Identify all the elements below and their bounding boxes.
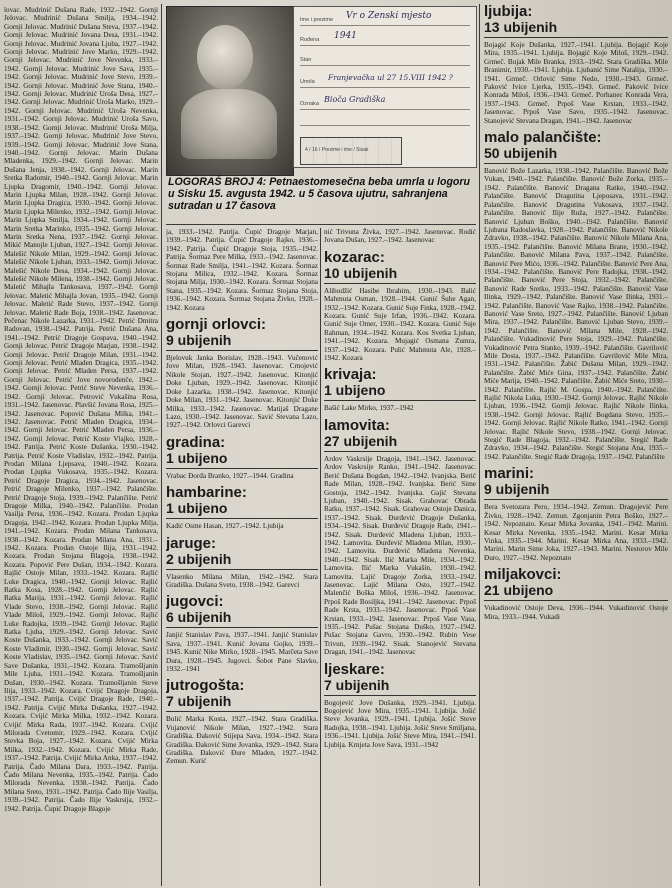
section-heading: jutrogošta: bbox=[166, 677, 245, 695]
mid-left-intro: ja, 1933.–1942. Patrija. Čupić Dragoje Marjan, 1939.–1942. Patrija. Čupić Dragoje Rajko, 1936.–1942. Patrija. Čupić Dragoje Stoja, 1935.–1942. Patrija. Šormaz Pere Milka, 1933.–1942. Jasenovac. Šormaz Rade Smilja, 1941.–1942. Kozara. Šormaz Stojana Milica, 1932.–1942. Kozara. Šormaz Stojana Milja, 1930.–1942. Kozara. Šormaz Stojana Stana, 1935.–1942. Kozara. Šormaz Stojana Stoja, 1936.–1942. Kozara. Šormaz Stojana Živko, 1928.–1942. Kozara bbox=[166, 228, 318, 312]
card-stamp-text: 4 / 16 / Prezime i ime / Sisak bbox=[305, 147, 369, 153]
mid-right-column bbox=[324, 228, 476, 886]
section-heading: kozarac: bbox=[324, 248, 385, 266]
baby-photo bbox=[166, 6, 294, 176]
right-column bbox=[484, 4, 668, 886]
section-text: Vrabac Đorđa Branko, 1927.–1944. Gradina bbox=[166, 471, 294, 480]
section-heading: ljeskare: bbox=[324, 660, 385, 678]
card-line bbox=[300, 109, 470, 110]
village-section bbox=[324, 418, 476, 657]
card-handwriting-name: Vr o Zenski mjesto bbox=[346, 11, 432, 21]
card-line bbox=[300, 45, 470, 46]
mid-left-column bbox=[166, 228, 318, 886]
section-text: Kadić Osme Hasan, 1927.–1942. Ljubija bbox=[166, 522, 284, 531]
section-heading: malo palančište: bbox=[484, 129, 602, 147]
section-heading: marini: bbox=[484, 465, 535, 483]
section-text: Alihodžić Hasibe Ibrahim, 1930.–1943. Balić Mahmuta Osman, 1928.–1944. Gunić Šuhe Agan, 1932.–1942. Kozara. Gunić Suje Finka, 1928.–1942. Kozara. Gunić Suje Irfan, 1936.–1942. Kozara. Gunić Suje Omer, 1930.–1942. Kozara. Gunić Suje Rahman, 1934.–1942. Kozara. Kos Svetka Ljuban, 1941.–1942. Kozara. Mujagić Osmana Zumra, 1937.–1942. Kozara. Pulić Mahmuta Ale, 1928.–1942. Kozara bbox=[324, 286, 476, 363]
village-section bbox=[484, 466, 668, 562]
village-section bbox=[166, 317, 318, 430]
section-text: Ardov Vaskrsije Dragoja, 1941.–1942. Jasenovac. Ardov Vaskrsije Ranko, 1941.–1942. Jasenovac. Berić Dušana Bogdan, 1942.–1942. Ivanjska. Berić Rade Milan, 1928.–1942. Ivanjska. Berić Sime Gostoja, 1942.–1942. Ivanjska. Gajić Stevana Ljuban, 1940.–1942. Sisak. Grahovac Obrada Ratko, 1937.–1942. Sisak. Grahovac Ostoje Danica, 1937.–1942. Sisak. Đurđević Dragoje Dušanka, 1934.–1942. Sisak. Đurđević Dragoje Rade, 1941.–1942. Sisak. Đurđević Mladena Ljuban, 1933.–1942. Lamovita. Đurđević Mladena Milan, 1930.–1942. Lamovita. Đurđević Mladena Nevenka, 1940.–1942. Sisak. Ilić Marka Mile, 1934.–1942. Lamovita. Ilić Marka Vukašin, 1930.–1942. Lamovita. Lajić Dragoje Zorka, 1933.–1942. Jasenovac. Lajić Milana Osto, 1927.–1942. Malenčić Boška Miloš, 1936.–1942. Jasenovac. Prpoš Rade Bosiljka, 1941.–1942. Jasenovac. Prpoš Rade Krsta, 1933.–1942. Jasenovac. Prpoš Vase Krstan, 1933.–1942. Jasenovac. Prpoš Vase Vasa, 1935.–1942. Pušac Stojana Duško, 1927.–1942. Pušac Stojana Gavro, 1930.–1942. Rubin Vese Trivun, 1939.–1942. Sisak. Stanojević Stevana Dragan, 1941.–1942. Jasenovac bbox=[324, 454, 476, 657]
card-label-mark: Oznaka bbox=[300, 101, 319, 107]
card-handwriting-mark: Bioča Gradiška bbox=[324, 95, 386, 104]
mid-left-sections bbox=[166, 317, 318, 766]
section-heading: gradina: bbox=[166, 433, 226, 451]
card-handwriting-location: Franjevačka ul 27 15.VIII 1942 ? bbox=[328, 73, 453, 82]
section-text: Bjelovuk Janka Borislav, 1928.–1943. Vučenović Jove Milan, 1928.–1943. Jasenovac. Crnojević Nikole Stojan, 1927.–1942. Jasenovac. Kitonjić Doke Ljuban, 1929.–1942. Jasenovac. Kitonjić Doke Lazarka, 1938.–1942. Jasenovac. Kitonjić Doke Milan, 1931.–1942. Jasenovac. Kitonjić Doke Milka, 1933.–1942. Jasenovac. Matijaš Dragane Lazo, 1930.–1942. Jasenovac. Savić Stevana Lazo, 1927.–1942. Orlovci Garevci bbox=[166, 354, 318, 430]
photo-caption: LOGORAŠ BROJ 4: Petnaestomesečna beba umrla u logoru u Sisku 15. avgusta 1942. u 5 časova ujutru, sahranjena sutradan u 17 časova bbox=[168, 176, 470, 213]
section-count: 1 ubijeno bbox=[166, 500, 318, 519]
section-heading: miljakovci: bbox=[484, 566, 562, 584]
section-count-ljubija: 13 ubijenih bbox=[484, 19, 668, 38]
card-label-home: Stan bbox=[300, 57, 312, 63]
village-section bbox=[324, 367, 476, 412]
section-heading: jugovci: bbox=[166, 593, 224, 611]
section-heading-ljubija: ljubija: bbox=[484, 4, 533, 20]
section-count: 2 ubijenih bbox=[166, 551, 318, 570]
section-count: 6 ubijenih bbox=[166, 609, 318, 628]
section-text: Bašić Lake Mirko, 1937.–1942 bbox=[324, 404, 414, 413]
card-line bbox=[300, 65, 470, 66]
section-count: 1 ubijeno bbox=[324, 382, 476, 401]
section-text: Bogojević Jove Dušanka, 1929.–1941. Ljubija. Bogojević Jove Mira, 1935.–1941. Ljubija. Jošić Steve Jovanka, 1929.–1941. Ljubija. Jošić Steve Radojka, 1938.–1941. Ljubija. Jošić Steve Smiljana, 1936.–1941. Ljubija. Jošić Steve Mira, 1941.–1941. Ljubija. Krnjeta Jove Sava, 1931.–1942 bbox=[324, 698, 476, 749]
mid-right-sections bbox=[324, 250, 476, 749]
card-line bbox=[300, 25, 470, 26]
card-label-name: Ime i prezime bbox=[300, 17, 334, 23]
section-count: 27 ubijenih bbox=[324, 433, 476, 452]
section-heading: krivaja: bbox=[324, 366, 377, 384]
village-section bbox=[324, 662, 476, 749]
village-section bbox=[166, 594, 318, 673]
right-sections bbox=[484, 130, 668, 621]
section-count: 21 ubijeno bbox=[484, 582, 668, 601]
village-section bbox=[166, 678, 318, 765]
village-section bbox=[166, 485, 318, 530]
section-text: Vlasenko Milana Milan, 1942.–1942. Stara Gradiška. Dušana Sveto, 1938.–1942. Garevci bbox=[166, 572, 318, 589]
left-column bbox=[4, 6, 158, 886]
caption-rule bbox=[166, 224, 476, 225]
section-heading: gornji orlovci: bbox=[166, 316, 267, 334]
section-count: 7 ubijenih bbox=[324, 677, 476, 696]
village-section bbox=[484, 130, 668, 461]
card-stamp-box bbox=[300, 137, 402, 165]
baby-body-shape bbox=[181, 89, 277, 159]
card-label-born: Rođena bbox=[300, 37, 320, 43]
section-count: 9 ubijenih bbox=[166, 332, 318, 351]
column-rule bbox=[161, 4, 162, 886]
card-handwriting-born: 1941 bbox=[334, 31, 357, 41]
section-count: 10 ubijenih bbox=[324, 265, 476, 284]
village-section bbox=[166, 536, 318, 590]
section-count: 7 ubijenih bbox=[166, 693, 318, 712]
village-section bbox=[324, 250, 476, 363]
section-text: Janjić Stanislav Pava, 1937.–1941. Janjić Stanislav Sava, 1937.–1941. Kunić Jovana Gojko, 1939.–1945. Kunić Nike Mirko, 1928.–1945. Marčeta Save Dura, 1928.–1945. Jugovci. Šobot Pane Slavko, 1932.–1941 bbox=[166, 631, 318, 673]
column-rule bbox=[320, 228, 321, 886]
card-line bbox=[300, 125, 470, 126]
section-text: Vukadinović Ostoje Deva, 1936.–1944. Vukadinović Ostoje Mira, 1933.–1944. Vukadi bbox=[484, 604, 668, 621]
left-column-text: lovac. Mudrinić Dušana Rade, 1932.–1942. Gornji Jelovac. Mudrinić Dušana Smilja, 1934.–1942. Gornji Jelovac. Mudrinić Dušana Steva, 1937.–1942. Gornji Jelovac. Mudrinić Jovana Desa, 1931.–1942. Gornji Jelovac. Mudrinić Jovana Ljuba, 1927.–1942. Gornji Jelovac. Mudrinić Jove Marko, 1929.–1942. Gornji Jelovac. Mudrinić Jove Nevenka, 1933.–1942. Gornji Jelovac. Mudrinić Jove Sava, 1935.–1942. Gornji Jelovac. Mudrinić Jove Stevo, 1939.–1942. Gornji Jelovac. Mudrinić Jove Stana, 1940.–1942. Gornji Jelovac. Mudrinić Uroša Desa, 1927.–1942. Gornji Jelovac. Mudrinić Uroša Marko, 1929.–1942. Gornji Jelovac. Mudrinić Uroša Nevenka, 1931.–1942. Gornji Jelovac. Mudrinić Uroša Savo, 1938.–1942. Gornji Jelovac. Mudrinić Uroša Milja, 1937.–1942. Gornji Jelovac. Mudrinić Jove Stevo, 1939.–1942. Gornji Jelovac. Mudrinić Jove Stana, 1940.–1942. Gornji Jelovac. Marin Dušana Mladenka, 1929.–1942. Gornji Jelovac. Marin Dušana Jenja, 1938.–1942. Gornji Jelovac. Marin Sretka Radomir, 1940.–1942. Gornji Jelovac. Marin Ljupka Dragomir, 1940.–1942. Gornji Jelovac. Marin Ljupka Milan, 1928.–1942. Gornji Jelovac. Marin Ljupka Dragica, 1930.–1942. Gornji Jelovac. Marin Ljupka Milenko, 1932.–1942. Gornji Jelovac. Marin Ljupka Smilja, 1934.–1942. Gornji Jelovac. Marin Sretka Marinko, 1935.–1942. Gornji Jelovac. Marin Sretka Nena, 1937.–1942. Gornji Jelovac. Mikić Manojle Ljuban, 1927.–1942. Gornji Jelovac. Malešić Nikole Milan, 1929.–1942. Gornji Jelovac. Malešić Nikole Ljuban, 1933.–1942. Gornji Jelovac. Malešić Nikole Desa, 1934.–1942. Gornji Jelovac. Malešić Nikole Milena, 1938.–1942. Gornji Jelovac. Maletić Mihajla Tankosava, 1937.–1942. Gornji Jelovac. Maletić Mihajla Jovan, 1935.–1942. Gornji Jelovac. Maletić Rade Stevo, 1937.–1942. Gornji Jelovac. Maletić Rade Boja, 1938.–1942. Jasenovac. Pečenac Nikole Lazarka, 1931.–1942. Petrić Dmitra Radovan, 1938.–1942. Patrija. Petrić Dušana Ana, 1941.–1942. Petrić Dragoje Gospava, 1940.–1942. Gornji Jelovac. Petrić Dragoje Marjan, 1938.–1942. Gornji Jelovac. Petrić Dragoje Milan, 1931.–1942. Gornji Jelovac. Petrić Mladen Dragica, 1935.–1942. Gornji Jelovac. Petrić Mladen Persa, 1937.–1942. Gornji Jelovac. Petrić Jove novorođenče, 1942.–1942. Gornji Jelovac. Petrić Steve Nevenka, 1936.–1942. Gornji Jelovac. Petrović Vukašina Rosa, 1931.–1942. Jasenovac. Plavšić Jovana Rosa, 1925.–1942. Jasenovac. Popović Dušana Milka, 1941.–1942. Jasenovac. Petrić Mladen Dragica, 1934.–1942. Gornji Jelovac. Petrić Mladen Persa, 1936.–1942. Gornji Jelovac. Petrić Koste Vlajko, 1928.–1942. Patrija. Petrić Koste Dušanka, 1930.–1942. Patrija. Petrić Koste Vladislav, 1932.–1942. Patrija. Prodan Milana Ljepsava, 1940.–1942. Kozara. Prodan Ljupka Vukosava, 1935.–1942. Kozara. Petrić Dragoje Dragica, 1934.–1942. Jasenovac. Petrić Dragoje Milenko, 1937.–1942. Palančište. Petrić Dragoje Stoja, 1939.–1942. Palančište. Petrić Dragoje Milka, 1940.–1942. Palančište. Prodan Vasilja Persa, 1936.–1942. Kozara. Prodan Ljupka Dragoja, 1942.–1942. Kozara. Prodan Ljupka Milja, 1941.–1942. Kozara. Prodan Milana Tankosava, 1938.–1942. Kozara. Prodan Milana Ana, 1931.–1942. Kozara. Prodan Ostoje Ilija, 1931.–1942. Kozara. Prodan Stojana Blagoja, 1938.–1942. Kozara. Popović Pere Dušan, 1934.–1942. Kozara. Rajlić Ostoje Milan, 1933.–1942. Kozara. Rajlić Luke Dragica, 1940.–1942. Gornji Jelovac. Rajlić Ratka Kosa, 1928.–1942. Gornji Jelovac. Rajlić Ratka Marija, 1931.–1942. Gornji Jelovac. Rajlić Vlade Stevo, 1938.–1942. Gornji Jelovac. Rajlić Vlade Miloš, 1929.–1942. Gornji Jelovac. Rajlić Luke Radojka, 1939.–1942. Gornji Jelovac. Rajlić Ratka Ljuba, 1929.–1942. Gornji Jelovac. Savić Koste Dušanka, 1933.–1942. Gornji Jelovac. Savić Koste Vladimir, 1930.–1942. Gornji Jelovac. Savić Koste Vladislav, 1935.–1942. Gornji Jelovac. Savić Save Dušanka, 1931.–1942. Kozara. Tramošljanin Mile Ljuba, 1931.–1942. Kozara. Tramošljanin Dušan, 1930.–1942. Kozara. Tramošljanin Steve Ilija, 1933.–1942. Kozara. Cvijić Dragoje Dragoja, 1937.–1942. Patrija. Cvijić Dragoje Rade, 1940.–1942. Patrija. Cvijić Mirka Dušanka, 1927.–1942. Kozara. Cvijić Mirka Milka, 1932.–1942. Kozara. Cvijić Mirka Rada, 1937.–1942. Kozara. Cvijić Milorada Cvetomir, 1929.–1942. Kozara. Cvijić Stevka Boja, 1927.–1942. Kozara. Cvijić Mirka Milka, 1932.–1942. Kozara. Cvijić Mirka Rade, 1937.–1942. Patrija. Cvijić Mirka Anka, 1937.–1942. Patrija. Čado Milana Dara, 1933.–1942. Patrija. Čado Milana Nevenka, 1935.–1942. Patrija. Čado Milorada Nevenka, 1938.–1942. Patrija. Čado Milana Sreto, 1931.–1942. Patrija. Čado Ilije Vasilja, 1939.–1942. Patrija. Čado Ilije Vaskrsija, 1932.–1942. Patrija. Čupić Dragoje Blagoje bbox=[4, 6, 158, 813]
section-heading: hambarine: bbox=[166, 484, 247, 502]
card-line bbox=[300, 87, 470, 88]
ljubija-text: Bojagić Koje Dušanka, 1927.–1941. Ljubija. Bojagić Koje Mira, 1935.–1941. Ljubija. Bojagić Koje Miloš, 1929.–1942. Grmeč. Bujak Mile Branka, 1933.–1942. Stara Gradiška. Mile Branimir, 1930.–1941. Ljubija. Ljubanić Sime Natalija, 1930.–1941. Grmeč. Orlović Sime Nedo, 1930.–1943. Grmeč. Paković Ivice Ljerka, 1935.–1943. Grmeč. Paković Ivice Konrada Miloš, 1936.–1943. Grmeč. Porhanec Konrada Vera, 1937.–1943. Grmeč. Prpoš Vase Krstan, 1933.–1942. Jasenovac. Prpoš Vase Savo, 1935.–1942. Jasenovac. Stanojević Stevana Dragan, 1941.–1942. Jasenovac bbox=[484, 41, 668, 125]
section-count: 9 ubijenih bbox=[484, 481, 668, 500]
camp-record-card bbox=[293, 6, 477, 168]
village-section bbox=[484, 567, 668, 621]
mid-right-intro: nić Trivuna Živka, 1927.–1942. Jasenovac. Rodić Jovana Dušan, 1927.–1942. Jasenovac bbox=[324, 228, 476, 245]
baby-head-shape bbox=[197, 25, 253, 89]
column-rule bbox=[479, 4, 480, 886]
section-count: 1 ubijeno bbox=[166, 450, 318, 469]
village-section bbox=[166, 435, 318, 480]
section-text: Bera Svetozara Pero, 1934.–1942. Zemun. Dragojević Pere Živko, 1928.–1942. Zemun. Zgonjanin Petra Boško, 1927.–1942. Nepoznato. Kesar Mirka Jovanka, 1941.–1942. Marini. Kesar Mirka Nevenka, 1935.–1942. Marini. Kesar Mirka Vinka, 1935.–1944. Marini. Kesar Mirka Ana, 1933.–1942. Marini. Marin Sime Joka, 1927.–1943. Marini. Nestorov Mile Đuro, 1927.–1942. Nepoznato bbox=[484, 503, 668, 562]
section-text: Banović Bože Lazarka, 1938.–1942. Palančište. Banović Bože Vukan, 1940.–1942. Palančište. Banović Bože Zorka, 1935.–1942. Palančište. Banović Dragana Ratko, 1940.–1942. Palančište. Banović Dragutina Ljeposava, 1931.–1942. Palančište. Banović Dragutina Vukosava, 1937.–1942. Palančište. Banović Ilije Ruža, 1927.–1942. Palančište. Banović Ljuban Boško, 1940.–1942. Palančište. Banović Ljubana Radoslavka, 1928.–1942. Palančište. Banović Nikole Zdravko, 1938.–1942. Palančište. Banović Nikole Milana Ana, 1935.–1942. Palančište. Banović Milana Brane, 1930.–1942. Palančište. Banović Milana Pava, 1937.–1942. Palančište. Banović Pere Mićo, 1936.–1942. Palančište. Banović Pere Ana, 1934.–1942. Palančište. Banović Pere Radojka, 1938.–1942. Palančište. Banović Pere Stoja, 1932.–1942. Palančište. Banović Rade Sretko, 1933.–1942. Palančište. Banović Vase Ilinka, 1929.–1942. Palančište. Banović Vase Ilinka, 1931.–1942. Palančište. Banović Vase Rajko, 1938.–1942. Palančište. Banović Vase Sreto, 1927.–1942. Palančište. Banović Ljuban Mira, 1937.–1942. Palančište. Banović Ljuban Stevo, 1939.–1942. Palančište. Banović Milana Mile, 1928.–1942. Palančište. Vukadinović Pere Stoja, 1929.–1942. Palančište. Vukadinović Petra Stanko, 1939.–1942. Palančište. Gavrilović Mile Dosta, 1937.–1942. Palančište. Gavrilović Mile Mira, 1931.–1942. Palančište. Žabić Dušana Milan, 1929.–1942. Palančište. Žabić Miće Gina, 1937.–1942. Palančište. Žabić Miće Marija, 1940.–1942. Palančište. Žabić Miće Sreto, 1930.–1942. Palančište. Rajlić M. Gospa, 1940.–1942. Palančište. Rajlić Nikola Luka, 1930.–1942. Gornji Jelovac. Rajlić Nikole Ljuban, 1936.–1942. Gornji Jelovac. Rajlić Nikole Ilinka, 1938.–1942. Gornji Jelovac. Rajlić Bogdana Stevo, 1935.–1942. Gornji Jelovac. Rajlić Nikole Ratko, 1941.–1942. Gornji Jelovac. Rajlić Nikole Stevo, 1938.–1942. Gornji Jelovac. Stegić Rade Blagoja, 1932.–1942. Palančište. Stegić Rade Zdravko, 1934.–1942. Palančište. Stegić Stojana Ana, 1935.–1942. Palančište. Stegić Rade Dragoja, 1937.–1942. Palančište bbox=[484, 167, 668, 461]
section-heading: lamovita: bbox=[324, 416, 390, 434]
card-label-died: Umrla bbox=[300, 79, 315, 85]
section-text: Bulić Marka Kosta, 1927.–1942. Stara Gradiška. Vujanović Nikole Milan, 1927.–1942. Stara Gradiška. Đaković Stijepa Sava, 1934.–1942. Stara Gradiška. Đaković Sime Jovanka, 1929.–1942. Stara Gradiška. Đaković Đure Mladen, 1927.–1942. Zemun. Kurić bbox=[166, 715, 318, 766]
section-count: 50 ubijenih bbox=[484, 145, 668, 164]
section-heading: jaruge: bbox=[166, 534, 217, 552]
